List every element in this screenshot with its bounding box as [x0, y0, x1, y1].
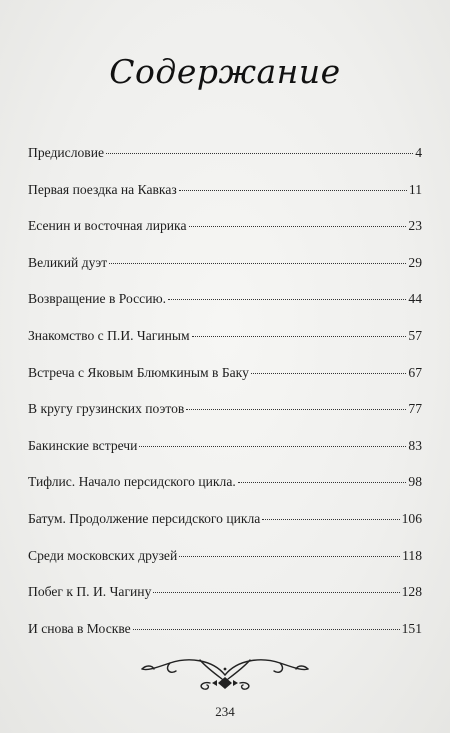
- dot-leader: [153, 592, 399, 593]
- dot-leader: [179, 190, 407, 191]
- toc-entry: [28, 399, 422, 436]
- dot-leader: [189, 226, 407, 227]
- toc-entry-page: 57: [408, 327, 422, 343]
- toc-entry-title: И снова в Москве: [28, 620, 131, 636]
- toc-entry-page: 77: [408, 401, 422, 417]
- dot-leader: [106, 153, 413, 154]
- toc-entry: [28, 143, 422, 180]
- toc-entry-page: 44: [408, 291, 422, 307]
- toc-entry: [28, 363, 422, 400]
- toc-entry: [28, 326, 422, 363]
- toc-entry-title: Среди московских друзей: [28, 547, 178, 563]
- toc-entry: [28, 619, 422, 656]
- dot-leader: [251, 373, 407, 374]
- dot-leader: [179, 556, 400, 557]
- dot-leader: [186, 409, 406, 410]
- toc-entry-page: 29: [408, 254, 422, 270]
- toc-entry-page: 83: [408, 437, 422, 453]
- toc-entry-title: Побег к П. И. Чагину: [28, 584, 152, 600]
- table-of-contents: [28, 143, 422, 655]
- toc-entry-page: 151: [401, 620, 422, 636]
- toc-entry-title: Тифлис. Начало персидского цикла.: [28, 474, 236, 490]
- dot-leader: [139, 446, 406, 447]
- page-title: Содержание: [109, 52, 341, 91]
- page-number: 234: [215, 704, 235, 719]
- toc-entry-page: 118: [402, 547, 422, 563]
- toc-entry-title: Первая поездка на Кавказ: [28, 181, 177, 197]
- toc-entry-title: Предисловие: [28, 145, 105, 160]
- toc-entry-title: Есенин и восточная лирика: [28, 218, 187, 234]
- toc-entry: [28, 509, 422, 546]
- toc-entry-page: 106: [401, 510, 422, 526]
- toc-entry-title: Знакомство с П.И. Чагиным: [28, 327, 190, 343]
- toc-entry-page: 23: [408, 218, 422, 234]
- toc-entry: [28, 546, 422, 583]
- dot-leader: [238, 482, 407, 483]
- toc-entry: [28, 253, 422, 290]
- toc-entry: [28, 216, 422, 253]
- dot-leader: [192, 336, 407, 337]
- dot-leader: [133, 629, 400, 630]
- dot-leader: [109, 263, 406, 264]
- toc-entry: [28, 436, 422, 473]
- flourish-ornament-icon: [140, 655, 310, 695]
- dot-leader: [168, 299, 406, 300]
- toc-entry-title: Батум. Продолжение персидского цикла: [28, 510, 261, 526]
- toc-entry: [28, 472, 422, 509]
- toc-entry-title: Великий дуэт: [28, 254, 108, 270]
- toc-entry-page: 98: [408, 474, 422, 490]
- toc-entry-title: Встреча с Яковым Блюмкиным в Баку: [28, 364, 249, 380]
- toc-entry-page: 4: [415, 145, 422, 160]
- toc-entry-page: 128: [401, 584, 422, 600]
- toc-entry-title: В кругу грузинских поэтов: [28, 401, 185, 417]
- dot-leader: [262, 519, 399, 520]
- toc-entry-page: 11: [408, 181, 422, 197]
- toc-entry: [28, 582, 422, 619]
- toc-entry: [28, 180, 422, 217]
- toc-entry-title: Бакинские встречи: [28, 437, 138, 453]
- toc-entry: [28, 289, 422, 326]
- toc-entry-page: 67: [408, 364, 422, 380]
- toc-entry-title: Возвращение в Россию.: [28, 291, 167, 307]
